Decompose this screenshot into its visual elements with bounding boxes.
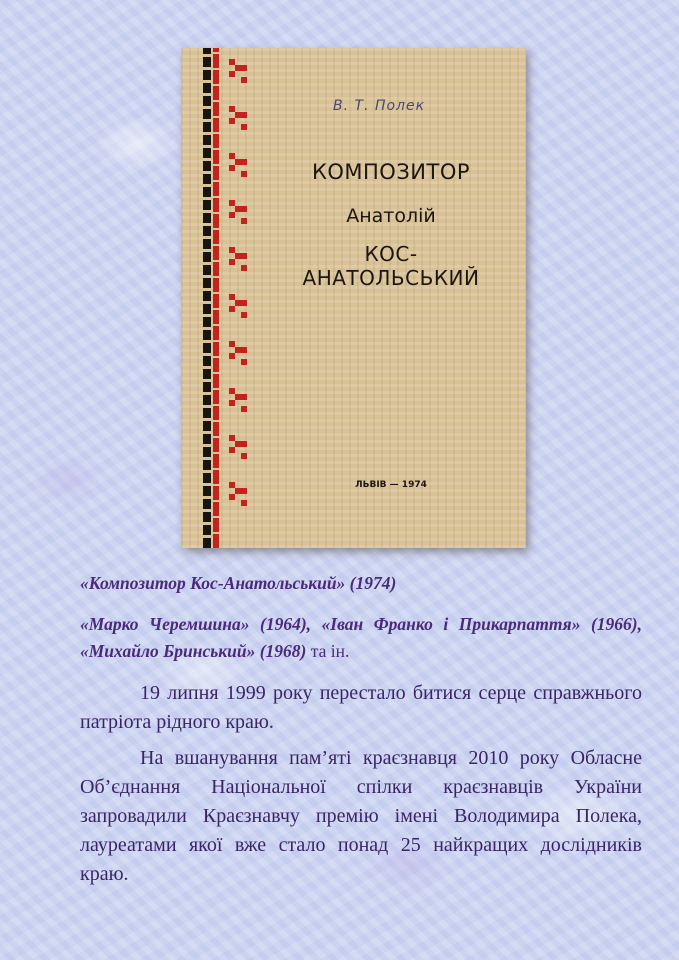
paragraph-award: На вшанування пам’яті краєзнавця 2010 року Обласне Об’єднання Національної спілки краєзнавців України запровадили Краєзнавчу премію імені Володимира Полека, лауреатами якої вже стало понад 25 найкращих дослідників краю. [80, 747, 642, 885]
ornament-motif [229, 482, 247, 506]
cover-title-line2: Анатолій [346, 205, 436, 227]
cover-imprint: ЛЬВІВ — 1974 [355, 480, 427, 490]
cover-title-line1: КОМПОЗИТОР [311, 160, 471, 184]
ornament-motif [229, 106, 247, 130]
ornament-motif [229, 341, 247, 365]
ornament-motif [229, 200, 247, 224]
works-titles: «Марко Черемшина» (1964), «Іван Франко і Прикарпаття» (1966), «Михайло Бринський» (1968) [80, 614, 642, 661]
ornament-motif [229, 435, 247, 459]
cover-author-handwritten: В. Т. Полек [333, 98, 426, 114]
book-cover-image [181, 48, 526, 548]
ornament-motif [229, 59, 247, 83]
ornament-motif [229, 294, 247, 318]
works-list [80, 611, 642, 665]
ornament-motif [229, 153, 247, 177]
cover-stripe-red [213, 48, 219, 548]
ornament-motif [229, 247, 247, 271]
ornament-motif [229, 388, 247, 412]
works-tail: та ін. [306, 641, 350, 661]
embroidery-ornament [221, 48, 255, 548]
cover-stripe-black [203, 48, 211, 548]
cover-title-line3: КОС-АНАТОЛЬСЬКИЙ [302, 242, 480, 290]
paragraph-death: 19 липня 1999 року перестало битися серце справжнього патріота рідного краю. [80, 682, 642, 733]
book-caption: «Композитор Кос-Анатольський» (1974) [80, 573, 397, 593]
